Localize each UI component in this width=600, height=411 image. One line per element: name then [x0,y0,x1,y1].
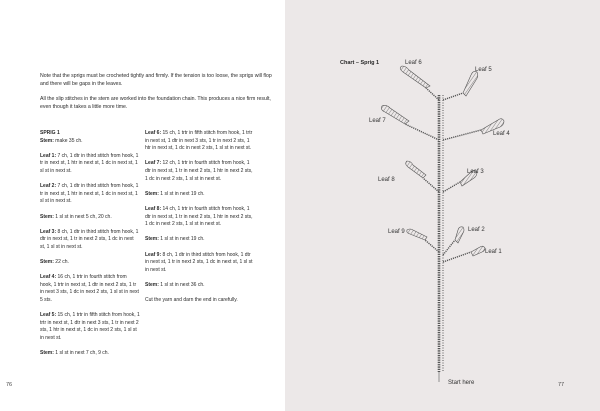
leaf7-chain [405,124,439,140]
leaf3-label: Leaf 3 [467,169,484,175]
leaf7-label: Leaf 7 [369,118,386,124]
instruction-block: Leaf 1: 7 ch, 1 dtr in third stitch from hook, 1 tr in next st, 1 htr in next st, 1 dc in next st, 1 sl st in next st. [40,152,139,174]
instruction-block: Stem: 1 sl st in next 36 ch. [145,281,205,288]
instruction-block: Stem: make 35 ch. [40,137,83,144]
start-label: Start here [448,380,475,386]
leaf6-shape [400,66,430,88]
instruction-block: Leaf 8: 14 ch, 1 trtr in fourth stitch from hook, 1 dtr in next st, 1 tr in next 2 sts, 1 htr in next 2 sts, 1 dc in next 2 sts, 1 sl st in next st. [145,205,253,228]
leaf2-label: Leaf 2 [468,227,485,233]
leaf9-chain [425,240,439,252]
instruction-block: Stem: 22 ch. [40,259,69,266]
instruction-block: Stem: 1 sl st in next 7 ch, 9 ch. [40,350,109,357]
leaf5-label: Leaf 5 [475,67,492,73]
instruction-block: Leaf 2: 7 ch, 1 dtr in third stitch from hook, 1 tr in next st, 1 htr in next st, 1 dc in next st, 1 sl st in next st. [40,183,139,205]
leaf9-shape [407,229,427,240]
leaf3-chain [443,182,460,192]
instruction-block: Leaf 4: 16 ch, 1 trtr in fourth stitch from hook, 1 trtr in next st, 1 dtr in next 2 sts, 1 tr in next 3 sts, 1 dc in next 2 sts, 1 sl st in next 5 sts. [40,274,139,304]
instruction-block: Leaf 3: 8 ch, 1 dtr in third stitch from hook, 1 dtr in next st, 1 tr in next 2 sts, 1 dc in next st, 1 sl st in next st. [40,228,139,250]
instruction-block: Leaf 6: 15 ch, 1 trtr in fifth stitch from hook, 1 trtr in next st, 1 dtr in next 3 sts, 1 tr in next 2 sts, 1 htr in next st, 1 dc in next 2 sts, 1 sl st in next st. [145,130,253,152]
leaf1-shape [471,246,485,256]
leaf2-shape [455,227,464,243]
intro-text [40,72,272,118]
leaf1-chain [443,252,471,262]
instruction-block: Stem: 1 sl st in next 19 ch. [145,190,205,197]
intro-paragraph-1: Note that the sprigs must be crocheted tightly and firmly. If the tension is too loose, the sprigs will flop and there will be gaps in the leaves. [40,73,272,87]
instruction-block: Leaf 5: 15 ch, 1 trtr in fifth stitch from hook, 1 trtr in next st, 1 dtr in next 3 sts, 1 tr in next 2 sts, 1 htr in next st, 1 dc in next 2 sts, 1 sl st in next st. [40,312,140,342]
leaf8-label: Leaf 8 [378,177,395,183]
intro-paragraph-2: All the slip stitches in the stem are worked into the foundation chain. This produces a nice firm result, even though it takes a little more time. [40,96,271,110]
left-page [0,0,285,411]
leaf9-label: Leaf 9 [388,229,405,235]
sprig-heading: SPRIG 1 [40,130,60,136]
leaf5-shape [463,71,478,96]
sprig-chart [285,0,600,411]
page-number-right: 77 [558,382,565,388]
right-page [285,0,600,411]
page-number-left: 76 [6,382,13,388]
leaf8-shape [406,161,426,178]
instruction-block: Leaf 7: 12 ch, 1 trtr in fourth stitch from hook, 1 dtr in next st, 1 tr in next 2 sts, 1 htr in next 2 sts, 1 dc in next 2 sts, 1 sl st in next st. [145,160,253,182]
leaf4-chain [443,130,481,140]
stem [439,95,443,382]
leaf4-label: Leaf 4 [493,131,510,137]
instructions-column-2 [145,130,253,312]
chart-title: Chart – Sprig 1 [340,60,380,66]
instruction-block: Cut the yarn and darn the end in carefully. [145,297,238,304]
instructions-column-1 [40,130,140,365]
leaf6-label: Leaf 6 [405,60,422,66]
leaf8-chain [423,178,439,192]
leaf2-chain [443,240,455,255]
leaf1-label: Leaf 1 [485,249,502,255]
instruction-block: Stem: 1 sl st in next 5 ch, 20 ch. [40,213,112,220]
instruction-block: Stem: 1 sl st in next 19 ch. [145,236,205,243]
leaf6-chain [426,88,439,100]
leaf5-chain [443,93,463,100]
instruction-block: Leaf 9: 8 ch, 1 dtr in third stitch from hook, 1 dtr in next st, 1 tr in next 2 sts, 1 dc in next st, 1 sl st in next st. [145,251,253,273]
